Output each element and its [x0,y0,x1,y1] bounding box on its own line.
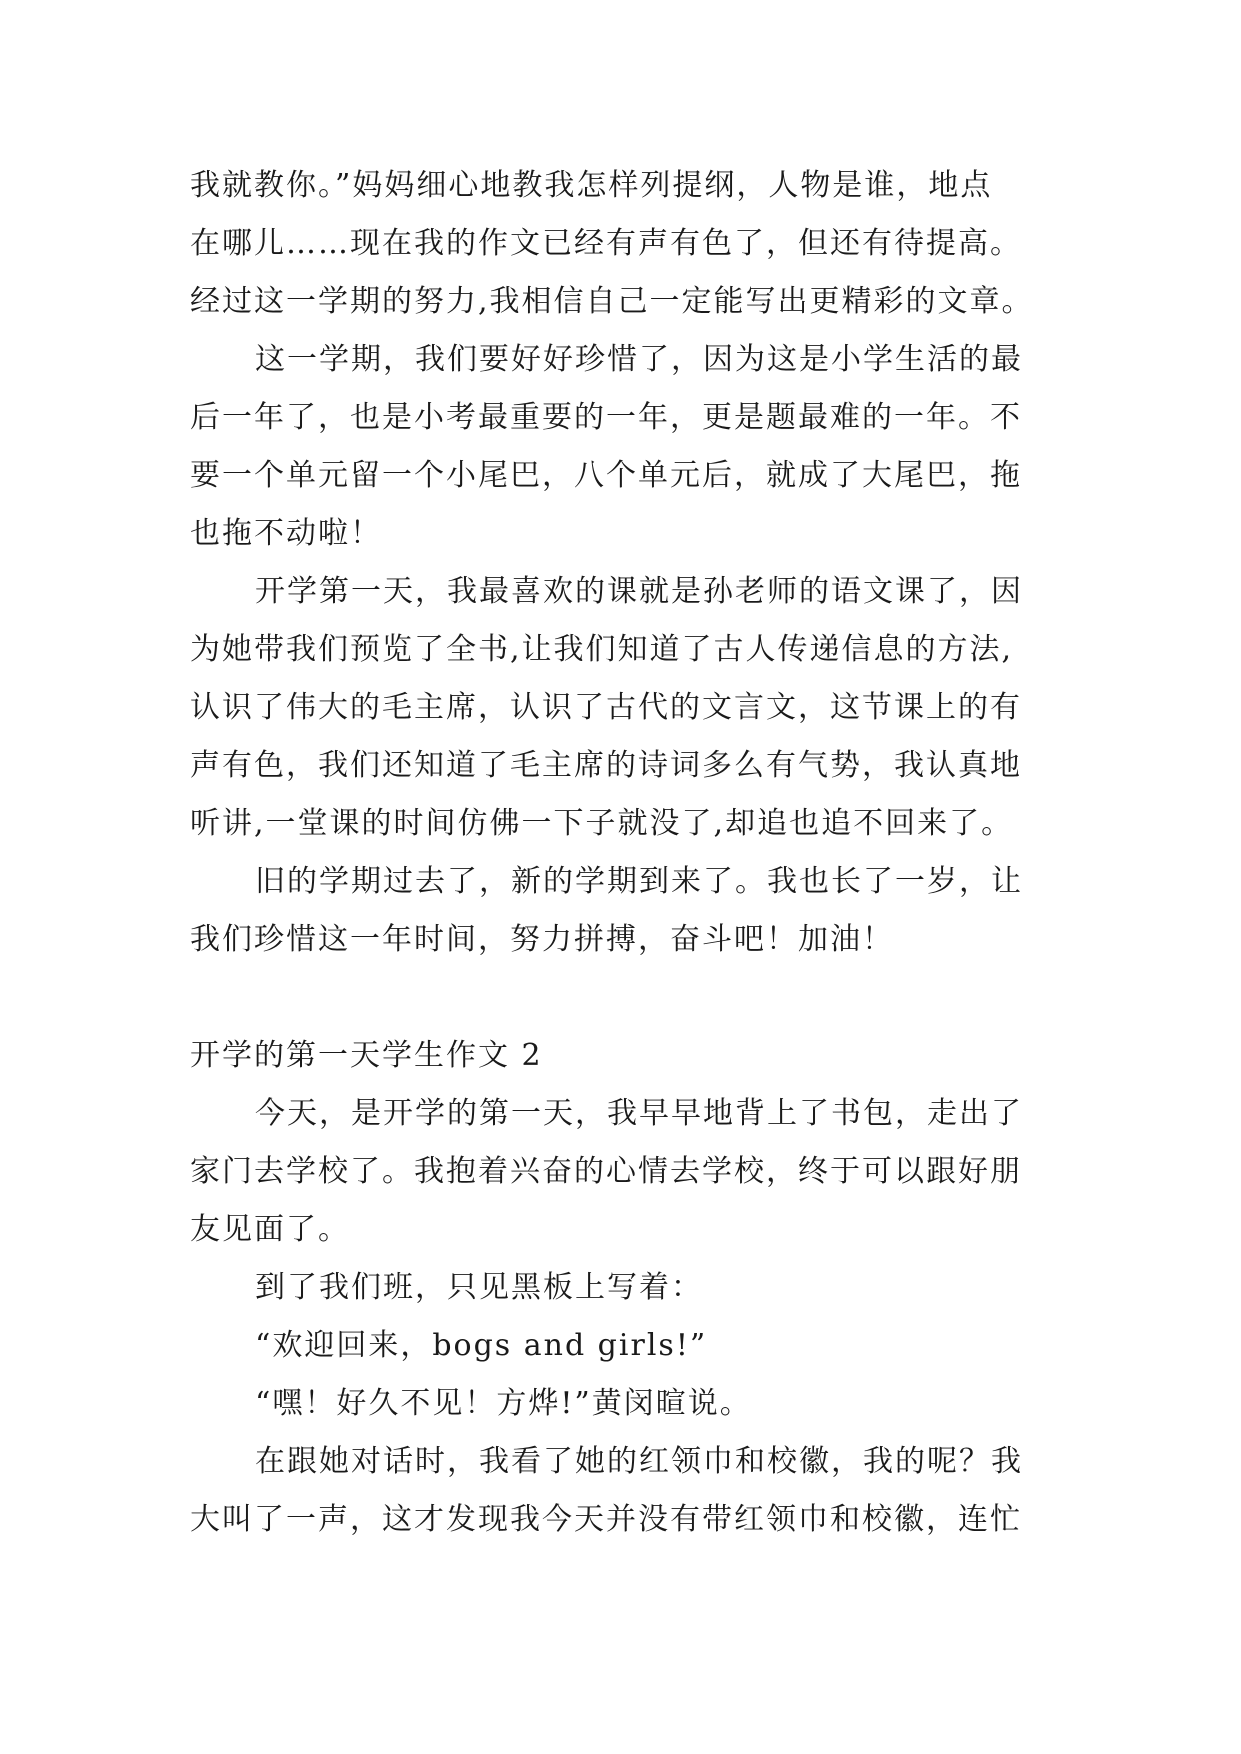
text-line: 为她带我们预览了全书,让我们知道了古人传递信息的方法, [190,632,1014,667]
text-line: 在跟她对话时，我看了她的红领巾和校徽，我的呢？我 [255,1444,1023,1479]
text-line: 我就教你。”妈妈细心地教我怎样列提纲，人物是谁，地点 [190,168,993,203]
text-line: “嘿！好久不见！方烨!”黄闵暄说。 [255,1386,752,1421]
text-line: 听讲,一堂课的时间仿佛一下子就没了,却追也追不回来了。 [190,806,1014,841]
text-line: 友见面了。 [190,1212,350,1247]
text-line: 经过这一学期的努力,我相信自己一定能写出更精彩的文章。 [190,284,1034,319]
text-line: “欢迎回来，bogs and girls!” [255,1328,708,1363]
text-line: 也拖不动啦！ [190,516,382,551]
essay-title: 开学的第一天学生作文 2 [190,1038,543,1073]
text-line: 后一年了，也是小考最重要的一年，更是题最难的一年。不 [190,400,1022,435]
text-line: 要一个单元留一个小尾巴，八个单元后，就成了大尾巴，拖 [190,458,1022,493]
text-line: 我们珍惜这一年时间，努力拼搏，奋斗吧！加油！ [190,922,894,957]
text-line: 到了我们班，只见黑板上写着： [255,1270,703,1305]
text-line: 家门去学校了。我抱着兴奋的心情去学校，终于可以跟好朋 [190,1154,1022,1189]
text-line: 这一学期，我们要好好珍惜了，因为这是小学生活的最 [255,342,1023,377]
text-line: 旧的学期过去了，新的学期到来了。我也长了一岁，让 [255,864,1023,899]
text-line: 今天，是开学的第一天，我早早地背上了书包，走出了 [255,1096,1023,1131]
text-line: 声有色，我们还知道了毛主席的诗词多么有气势，我认真地 [190,748,1022,783]
text-line: 大叫了一声，这才发现我今天并没有带红领巾和校徽，连忙 [190,1502,1022,1537]
text-line: 开学第一天，我最喜欢的课就是孙老师的语文课了，因 [255,574,1023,609]
text-line: 在哪儿……现在我的作文已经有声有色了，但还有待提高。 [190,226,1022,261]
text-line: 认识了伟大的毛主席，认识了古代的文言文，这节课上的有 [190,690,1022,725]
